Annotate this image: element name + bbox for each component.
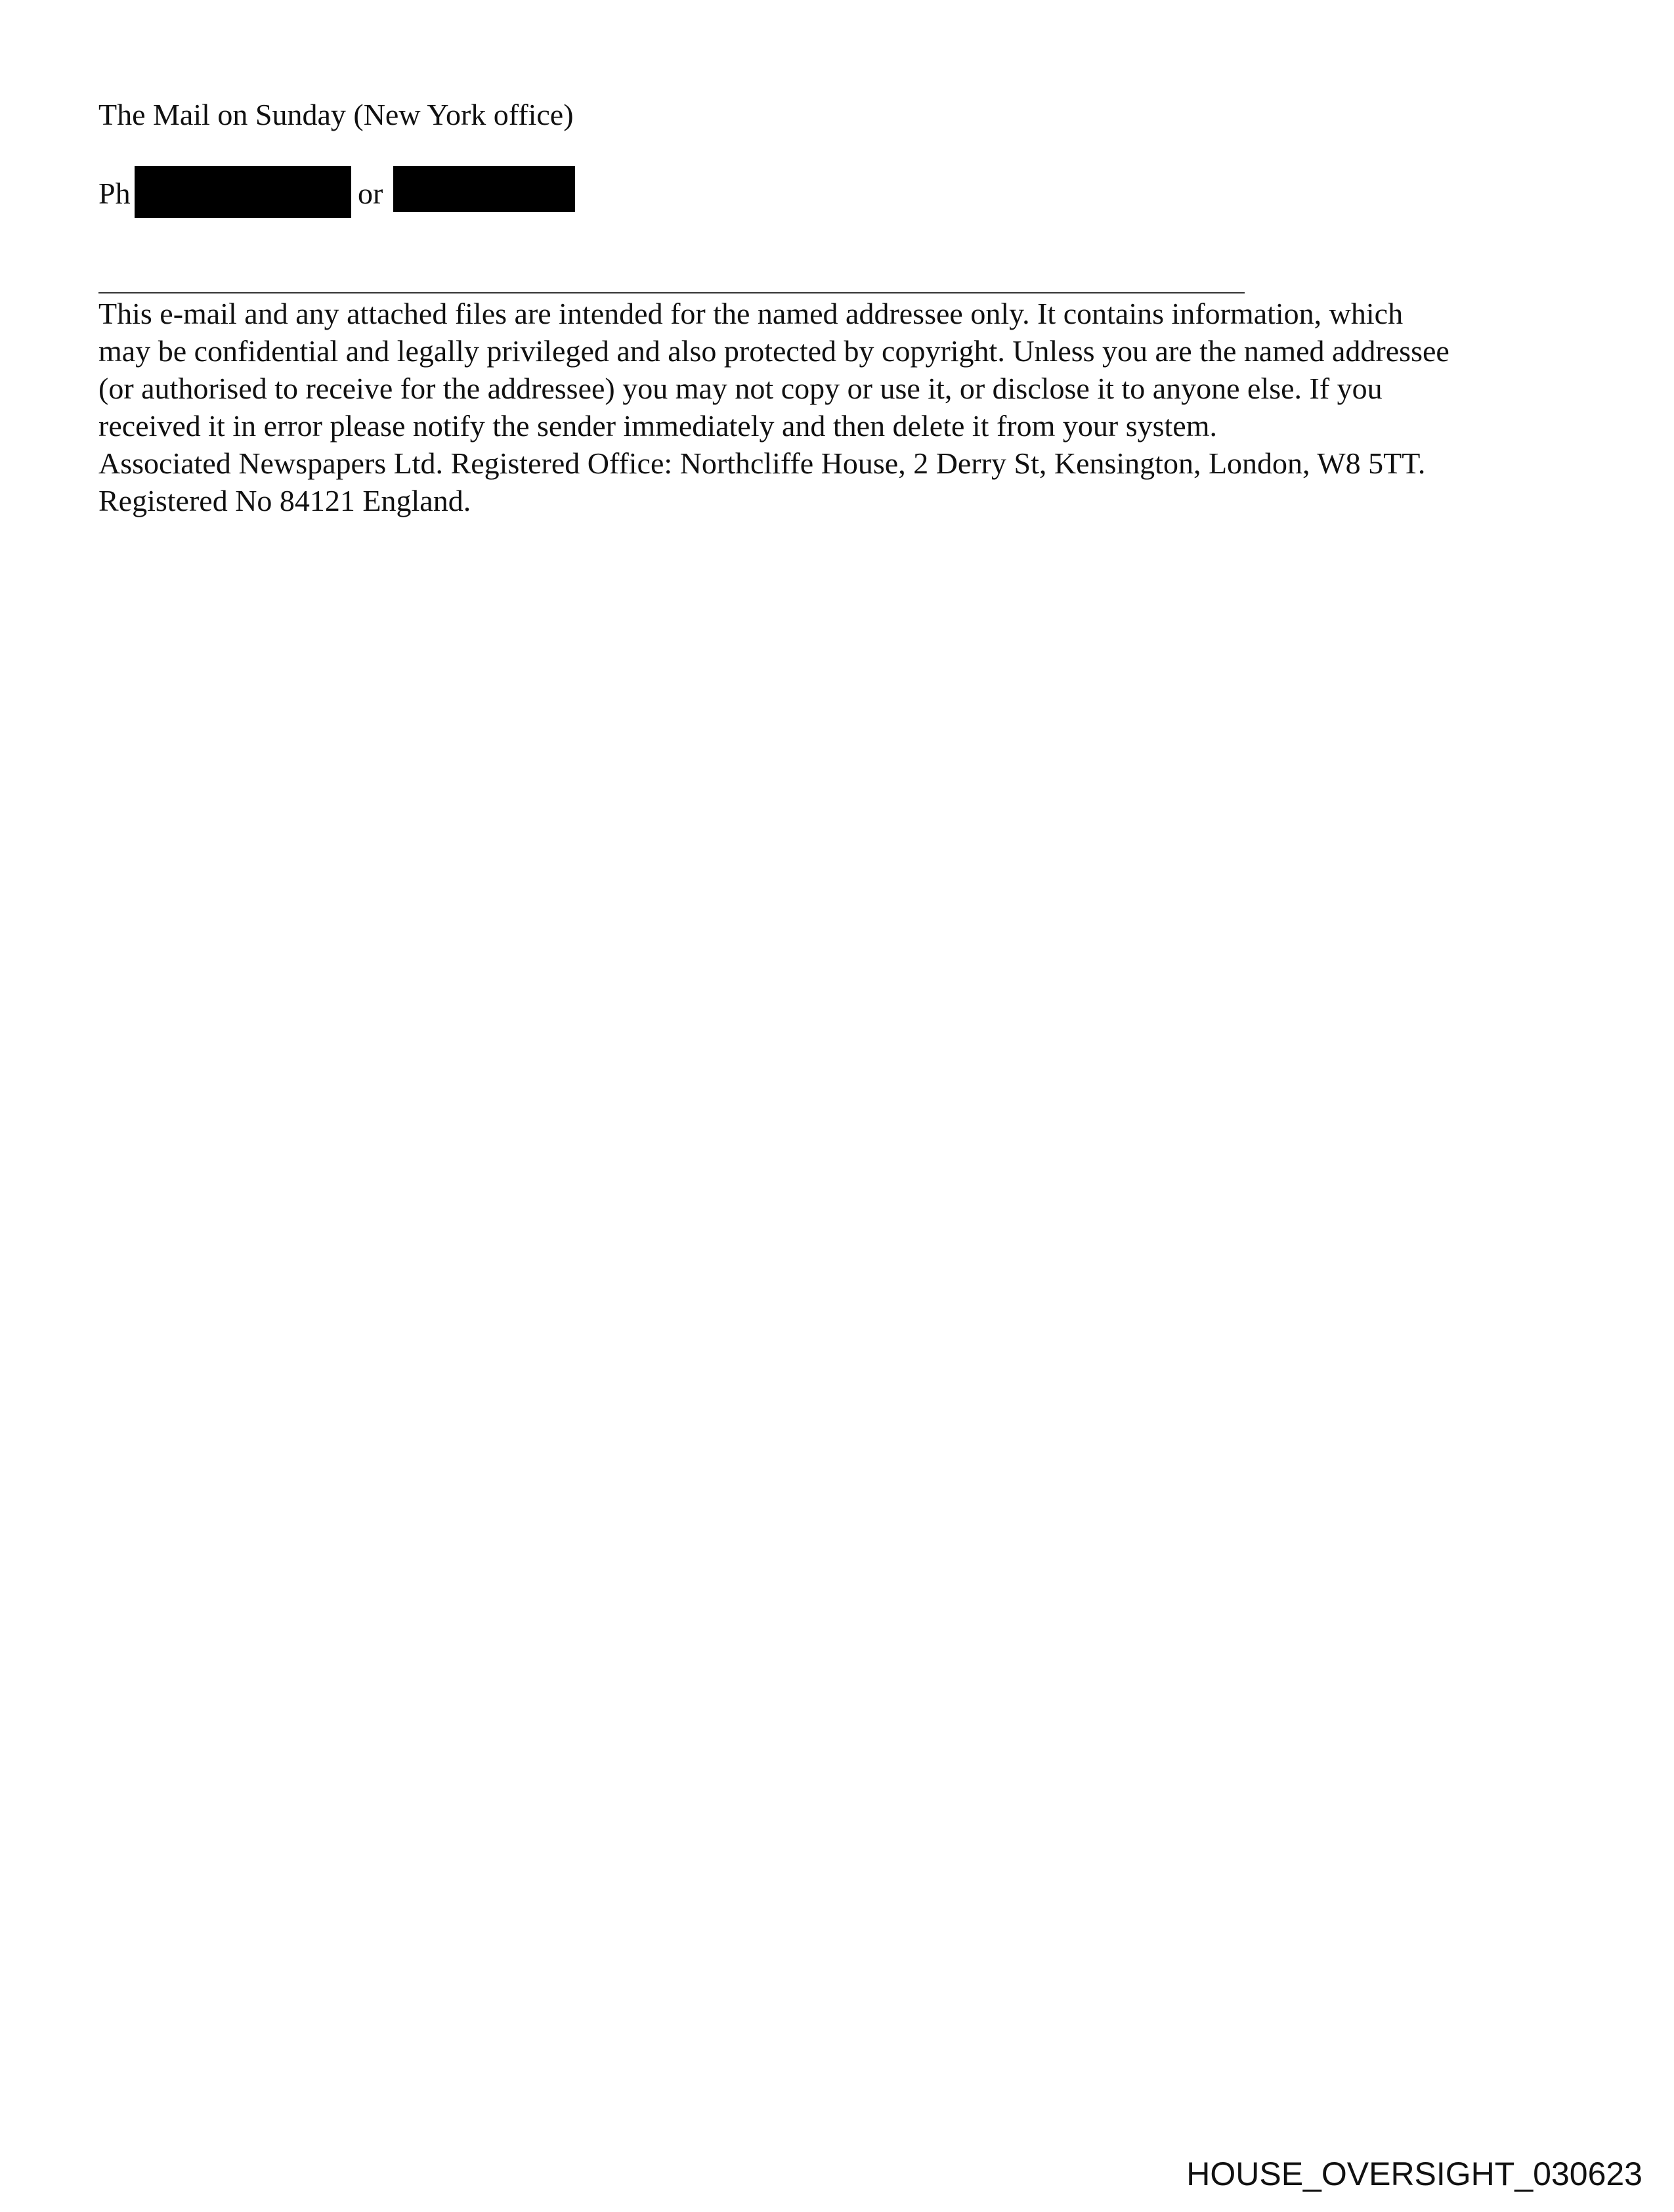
- legal-disclaimer: [98, 295, 1576, 519]
- phone-separator: or: [358, 177, 383, 210]
- bates-document-id: HOUSE_OVERSIGHT_030623: [1186, 2156, 1642, 2192]
- disclaimer-line: received it in error please notify the sender immediately and then delete it from your system.: [98, 409, 1217, 443]
- email-signature-block: [98, 95, 1576, 519]
- disclaimer-line: This e-mail and any attached files are intended for the named addressee only. It contains information, which: [98, 297, 1404, 330]
- office-name: The Mail on Sunday (New York office): [98, 98, 574, 131]
- phone-prefix: Ph: [98, 177, 131, 210]
- disclaimer-line: (or authorised to receive for the addressee) you may not copy or use it, or disclose it to anyone else. If you: [98, 372, 1383, 405]
- redaction-box-phone-2: [393, 166, 575, 212]
- disclaimer-line: may be confidential and legally privileged and also protected by copyright. Unless you are the named addressee: [98, 334, 1449, 368]
- registered-office-line: Associated Newspapers Ltd. Registered Office: Northcliffe House, 2 Derry St, Kensington, London, W8 5TT.: [98, 446, 1426, 480]
- registration-number-line: Registered No 84121 England.: [98, 484, 471, 517]
- phone-line: [98, 166, 1576, 219]
- redaction-box-phone-1: [135, 166, 351, 218]
- signature-divider: [98, 292, 1245, 293]
